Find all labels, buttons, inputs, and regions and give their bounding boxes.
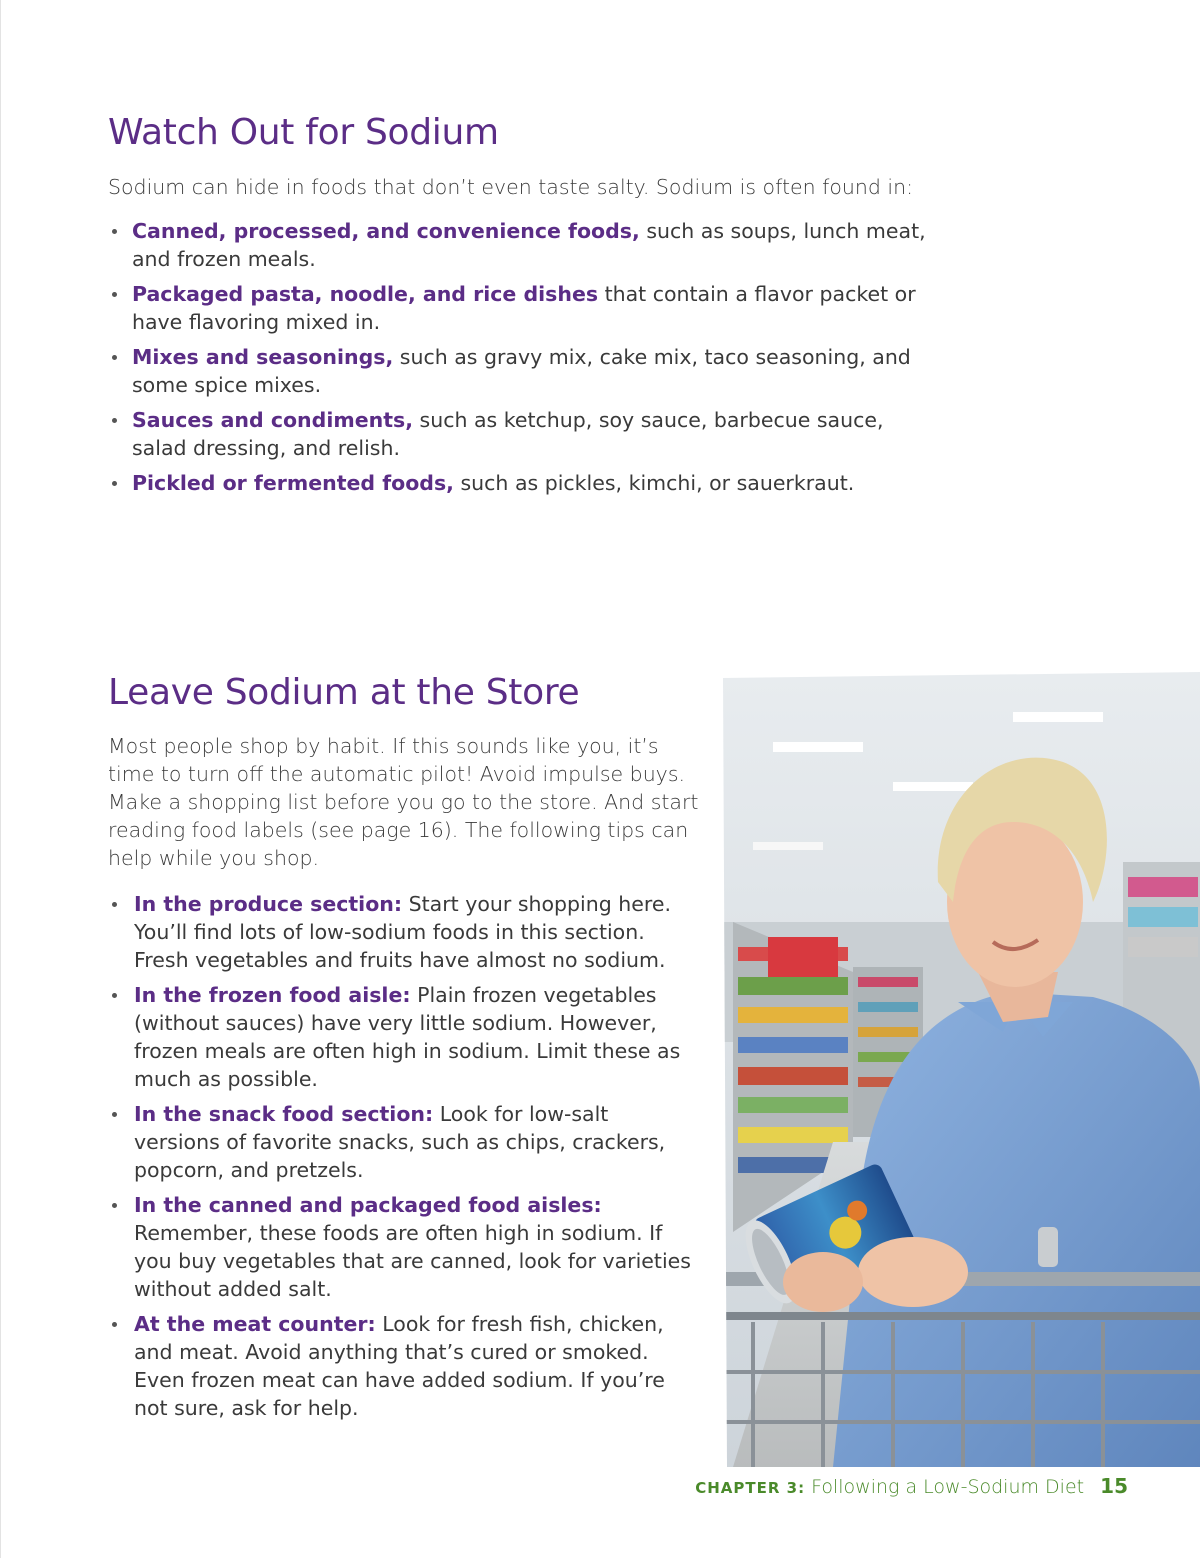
bullet-icon xyxy=(112,1112,117,1117)
list-item: In the produce section: Start your shopping here. You’ll find lots of low-sodium foods in this section. Fresh vegetables and fruits have almost no sodium. xyxy=(108,890,698,974)
list-item: Canned, processed, and convenience foods, such as soups, lunch meat, and frozen meals. xyxy=(108,217,928,273)
page-edge xyxy=(0,0,1,1558)
bullet-icon xyxy=(112,481,117,486)
bullet-icon xyxy=(112,418,117,423)
bullet-icon xyxy=(112,1203,117,1208)
bullet-icon xyxy=(112,292,117,297)
list-item: In the frozen food aisle: Plain frozen vegetables (without sauces) have very little sodium. However, frozen meals are often high in sodium. Limit these as much as possible. xyxy=(108,981,698,1093)
list-item: In the canned and packaged food aisles: Remember, these foods are often high in sodium. If you buy vegetables that are canned, look for varieties without added salt. xyxy=(108,1191,698,1303)
list-item: At the meat counter: Look for fresh fish, chicken, and meat. Avoid anything that’s cured or smoked. Even frozen meat can have added sodium. If you’re not sure, ask for help. xyxy=(108,1310,698,1422)
sodium-sources-list xyxy=(108,217,928,504)
list-item: Pickled or fermented foods, such as pickles, kimchi, or sauerkraut. xyxy=(108,469,928,497)
footer-chapter-title: Following a Low-Sodium Diet xyxy=(811,1476,1085,1498)
footer-chapter: CHAPTER 3: xyxy=(695,1479,806,1497)
bullet-icon xyxy=(112,993,117,998)
list-item: In the snack food section: Look for low-salt versions of favorite snacks, such as chips, crackers, popcorn, and pretzels. xyxy=(108,1100,698,1184)
shopping-tips-list xyxy=(108,890,698,1429)
section-intro-leave-sodium: Most people shop by habit. If this sounds like you, it’s time to turn off the automatic pilot! Avoid impulse buys. Make a shopping list before you go to the store. And start reading food labels (see page 16). The following tips can help while you shop. xyxy=(108,734,699,870)
section-intro-watch-out: Sodium can hide in foods that don’t even taste salty. Sodium is often found in: xyxy=(108,175,913,199)
bullet-icon xyxy=(112,355,117,360)
list-item: Mixes and seasonings, such as gravy mix, cake mix, taco seasoning, and some spice mixes. xyxy=(108,343,928,399)
page-number: 15 xyxy=(1100,1474,1128,1498)
bullet-icon xyxy=(112,902,117,907)
section-title-watch-out: Watch Out for Sodium xyxy=(108,112,499,153)
bullet-icon xyxy=(112,229,117,234)
section-title-leave-sodium: Leave Sodium at the Store xyxy=(108,672,580,713)
list-item: Packaged pasta, noodle, and rice dishes that contain a flavor packet or have flavoring mixed in. xyxy=(108,280,928,336)
bullet-icon xyxy=(112,1322,117,1327)
page-footer xyxy=(695,1474,1128,1498)
shopper-photo xyxy=(713,672,1200,1467)
list-item: Sauces and condiments, such as ketchup, soy sauce, barbecue sauce, salad dressing, and relish. xyxy=(108,406,928,462)
